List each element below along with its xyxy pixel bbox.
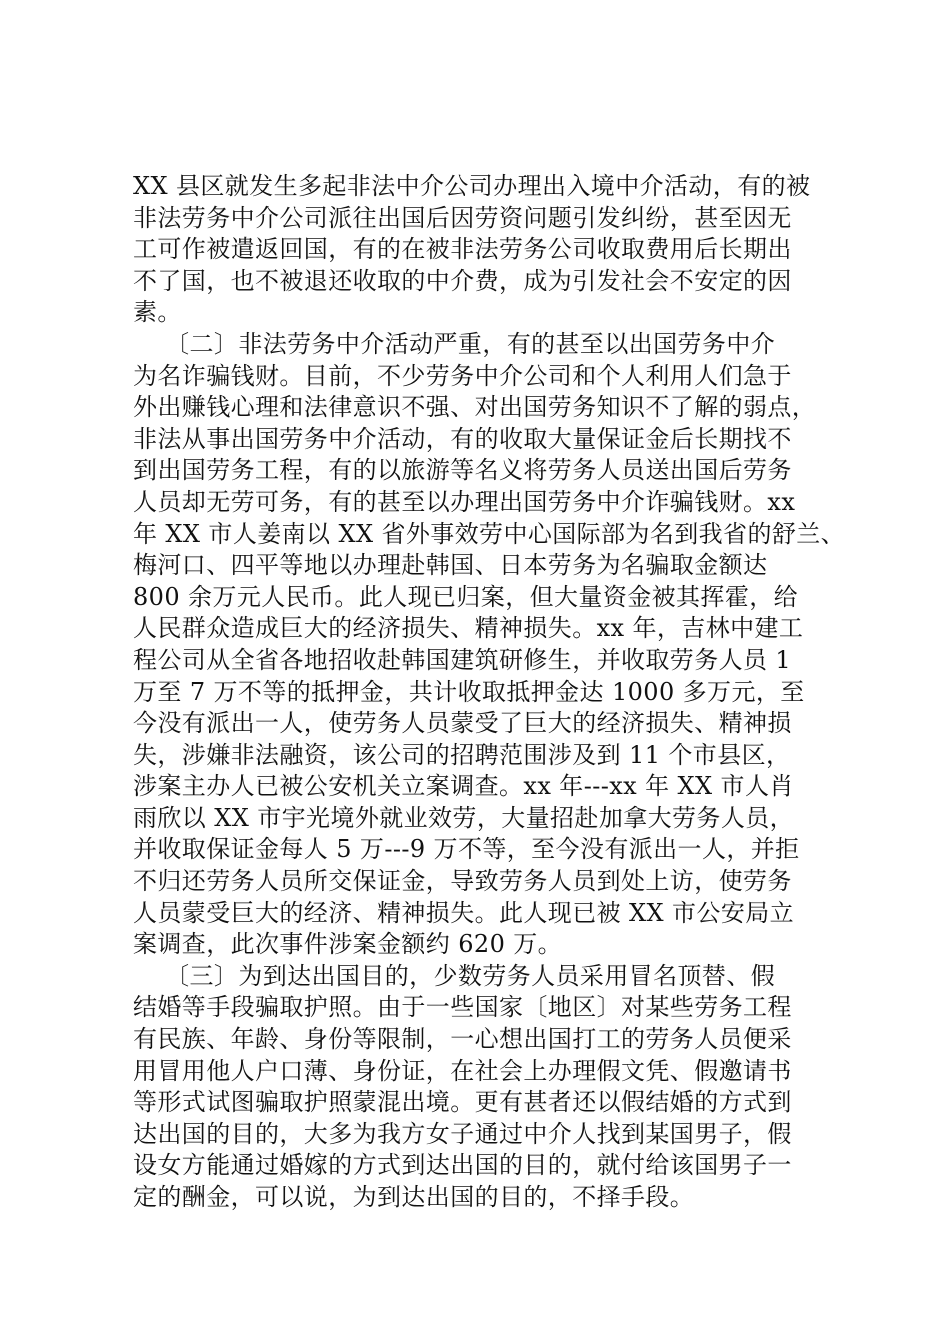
text-line: 设女方能通过婚嫁的方式到达出国的目的，就付给该国男子一 <box>133 1151 792 1180</box>
paragraph-section-3 <box>133 961 833 1214</box>
text-line: 今没有派出一人，使劳务人员蒙受了巨大的经济损失、精神损 <box>133 709 792 738</box>
text-line: 达出国的目的，大多为我方女子通过中介人找到某国男子，假 <box>133 1119 792 1148</box>
text-line: 不归还劳务人员所交保证金，导致劳务人员到处上访，使劳务 <box>133 867 792 896</box>
text-line: 失，涉嫌非法融资，该公司的招聘范围涉及到 11 个市县区， <box>133 740 791 769</box>
text-line: 人员蒙受巨大的经济、精神损失。此人现已被 XX 市公安局立 <box>133 898 795 927</box>
paragraph-section-2 <box>133 329 846 961</box>
text-line: 不了国，也不被退还收取的中介费，成为引发社会不安定的因 <box>133 266 792 295</box>
text-line: 非法从事出国劳务中介活动，有的收取大量保证金后长期找不 <box>133 424 792 453</box>
text-line: 涉案主办人已被公安机关立案调查。xx 年---xx 年 XX 市人肖 <box>133 772 794 801</box>
text-line: 素。 <box>133 298 182 327</box>
text-line: 〔二〕非法劳务中介活动严重，有的甚至以出国劳务中介 <box>133 329 776 358</box>
text-line: 并收取保证金每人 5 万---9 万不等，至今没有派出一人，并拒 <box>133 835 800 864</box>
text-line: 用冒用他人户口薄、身份证，在社会上办理假文凭、假邀请书 <box>133 1056 792 1085</box>
text-line: 800 余万元人民币。此人现已归案，但大量资金被其挥霍，给 <box>133 582 799 611</box>
text-line: 定的酬金，可以说，为到达出国的目的，不择手段。 <box>133 1183 695 1211</box>
text-line: 万至 7 万不等的抵押金，共计收取抵押金达 1000 多万元，至 <box>133 677 805 706</box>
text-line: XX 县区就发生多起非法中介公司办理出入境中介活动，有的被 <box>133 172 811 200</box>
text-line: 梅河口、四平等地以办理赴韩国、日本劳务为名骗取金额达 <box>133 551 768 580</box>
text-line: 年 XX 市人姜南以 XX 省外事效劳中心国际部为名到我省的舒兰、 <box>133 519 846 548</box>
text-line: 雨欣以 XX 市宇光境外就业效劳，大量招赴加拿大劳务人员， <box>133 803 795 832</box>
text-line: 非法劳务中介公司派往出国后因劳资问题引发纠纷，甚至因无 <box>133 203 792 232</box>
text-line: 外出赚钱心理和法律意识不强、对出国劳务知识不了解的弱点， <box>133 393 817 422</box>
text-line: 〔三〕为到达出国目的，少数劳务人员采用冒名顶替、假 <box>133 961 776 990</box>
text-line: 人员却无劳可务，有的甚至以办理出国劳务中介诈骗钱财。xx <box>133 487 796 516</box>
text-line: 有民族、年龄、身份等限制，一心想出国打工的劳务人员便采 <box>133 1025 792 1054</box>
document-body <box>133 171 846 1214</box>
text-line: 等形式试图骗取护照蒙混出境。更有甚者还以假结婚的方式到 <box>133 1088 792 1117</box>
text-line: 为名诈骗钱财。目前，不少劳务中介公司和个人利用人们急于 <box>133 361 792 390</box>
text-line: 案调查，此次事件涉案金额约 620 万。 <box>133 930 563 959</box>
text-line: 人民群众造成巨大的经济损失、精神损失。xx 年，吉林中建工 <box>133 614 804 643</box>
text-line: 到出国劳务工程，有的以旅游等名义将劳务人员送出国后劳务 <box>133 456 792 485</box>
paragraph-continuation <box>133 171 833 329</box>
text-line: 工可作被遣返回国，有的在被非法劳务公司收取费用后长期出 <box>133 235 792 264</box>
text-line: 结婚等手段骗取护照。由于一些国家〔地区〕对某些劳务工程 <box>133 993 792 1022</box>
text-line: 程公司从全省各地招收赴韩国建筑研修生，并收取劳务人员 1 <box>133 645 792 674</box>
